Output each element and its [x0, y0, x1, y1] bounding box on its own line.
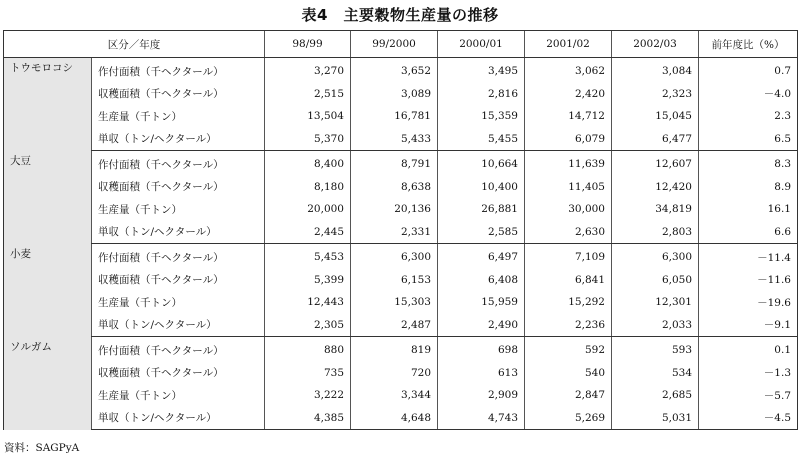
table-row	[4, 362, 798, 385]
row-label: 単収（トン/ヘクタール）	[92, 128, 265, 151]
value-cell: 5,031	[612, 407, 699, 430]
value-cell: 593	[612, 337, 699, 362]
table-title: 表4 主要穀物生産量の推移	[301, 6, 499, 24]
pct-cell: 6.6	[699, 221, 798, 244]
value-cell: 8,638	[351, 176, 438, 199]
value-cell: 819	[351, 337, 438, 362]
value-cell: 5,455	[438, 128, 525, 151]
value-cell: 8,791	[351, 151, 438, 176]
row-label: 生産量（千トン）	[92, 384, 265, 407]
value-cell: 10,400	[438, 176, 525, 199]
row-label: 作付面積（千ヘクタール）	[92, 244, 265, 269]
value-cell: 8,400	[265, 151, 351, 176]
value-cell: 13,504	[265, 105, 351, 128]
value-cell: 6,408	[438, 269, 525, 292]
row-label: 収穫面積（千ヘクタール）	[92, 269, 265, 292]
row-label: 収穫面積（千ヘクタール）	[92, 83, 265, 106]
value-cell: 3,084	[612, 58, 699, 83]
value-cell: 11,639	[525, 151, 612, 176]
value-cell: 2,816	[438, 83, 525, 106]
row-label: 単収（トン/ヘクタール）	[92, 407, 265, 430]
table-row	[4, 128, 798, 151]
value-cell: 2,487	[351, 314, 438, 337]
value-cell: 2,909	[438, 384, 525, 407]
table-row	[4, 198, 798, 221]
value-cell: 4,743	[438, 407, 525, 430]
value-cell: 15,045	[612, 105, 699, 128]
header-category: 区分／年度	[4, 31, 265, 58]
value-cell: 2,515	[265, 83, 351, 106]
crop-name: ソルガム	[4, 337, 92, 430]
table-row	[4, 314, 798, 337]
crop-name: 小麦	[4, 244, 92, 337]
table-row	[4, 244, 798, 269]
value-cell: 14,712	[525, 105, 612, 128]
pct-cell: －9.1	[699, 314, 798, 337]
value-cell: 2,847	[525, 384, 612, 407]
pct-cell: 16.1	[699, 198, 798, 221]
table-row	[4, 291, 798, 314]
row-label: 作付面積（千ヘクタール）	[92, 58, 265, 83]
row-label: 生産量（千トン）	[92, 105, 265, 128]
table-row	[4, 83, 798, 106]
value-cell: 2,236	[525, 314, 612, 337]
value-cell: 12,443	[265, 291, 351, 314]
row-label: 生産量（千トン）	[92, 198, 265, 221]
value-cell: 7,109	[525, 244, 612, 269]
header-row	[4, 31, 798, 58]
value-cell: 30,000	[525, 198, 612, 221]
value-cell: 2,331	[351, 221, 438, 244]
table-row	[4, 384, 798, 407]
value-cell: 4,385	[265, 407, 351, 430]
value-cell: 12,301	[612, 291, 699, 314]
value-cell: 15,959	[438, 291, 525, 314]
header-pct: 前年度比（%）	[699, 31, 798, 58]
value-cell: 2,803	[612, 221, 699, 244]
value-cell: 6,153	[351, 269, 438, 292]
value-cell: 2,033	[612, 314, 699, 337]
value-cell: 3,344	[351, 384, 438, 407]
pct-cell: －19.6	[699, 291, 798, 314]
pct-cell: －11.4	[699, 244, 798, 269]
value-cell: 2,685	[612, 384, 699, 407]
value-cell: 11,405	[525, 176, 612, 199]
value-cell: 534	[612, 362, 699, 385]
value-cell: 2,445	[265, 221, 351, 244]
pct-cell: －11.6	[699, 269, 798, 292]
value-cell: 3,089	[351, 83, 438, 106]
table-body	[4, 58, 798, 430]
pct-cell: 2.3	[699, 105, 798, 128]
value-cell: 5,433	[351, 128, 438, 151]
table-row	[4, 269, 798, 292]
table-row	[4, 105, 798, 128]
value-cell: 592	[525, 337, 612, 362]
value-cell: 6,477	[612, 128, 699, 151]
row-label: 収穫面積（千ヘクタール）	[92, 362, 265, 385]
value-cell: 6,300	[612, 244, 699, 269]
value-cell: 880	[265, 337, 351, 362]
row-label: 生産量（千トン）	[92, 291, 265, 314]
header-year-2: 99/2000	[351, 31, 438, 58]
value-cell: 10,664	[438, 151, 525, 176]
value-cell: 698	[438, 337, 525, 362]
crop-name: 大豆	[4, 151, 92, 244]
value-cell: 2,490	[438, 314, 525, 337]
value-cell: 6,079	[525, 128, 612, 151]
pct-cell: －4.5	[699, 407, 798, 430]
value-cell: 16,781	[351, 105, 438, 128]
header-year-1: 98/99	[265, 31, 351, 58]
value-cell: 613	[438, 362, 525, 385]
grain-production-table	[3, 30, 798, 430]
table-row	[4, 407, 798, 430]
value-cell: 15,303	[351, 291, 438, 314]
value-cell: 720	[351, 362, 438, 385]
value-cell: 20,000	[265, 198, 351, 221]
value-cell: 15,292	[525, 291, 612, 314]
value-cell: 6,497	[438, 244, 525, 269]
pct-cell: 8.3	[699, 151, 798, 176]
pct-cell: 6.5	[699, 128, 798, 151]
value-cell: 5,399	[265, 269, 351, 292]
value-cell: 8,180	[265, 176, 351, 199]
value-cell: 2,305	[265, 314, 351, 337]
value-cell: 12,420	[612, 176, 699, 199]
value-cell: 12,607	[612, 151, 699, 176]
pct-cell: 0.1	[699, 337, 798, 362]
table-row	[4, 176, 798, 199]
value-cell: 6,300	[351, 244, 438, 269]
header-year-5: 2002/03	[612, 31, 699, 58]
value-cell: 34,819	[612, 198, 699, 221]
value-cell: 2,323	[612, 83, 699, 106]
pct-cell: －4.0	[699, 83, 798, 106]
value-cell: 735	[265, 362, 351, 385]
pct-cell: －1.3	[699, 362, 798, 385]
value-cell: 2,630	[525, 221, 612, 244]
value-cell: 4,648	[351, 407, 438, 430]
table-row	[4, 58, 798, 83]
table-row	[4, 337, 798, 362]
value-cell: 3,222	[265, 384, 351, 407]
row-label: 単収（トン/ヘクタール）	[92, 221, 265, 244]
value-cell: 5,370	[265, 128, 351, 151]
value-cell: 6,841	[525, 269, 612, 292]
value-cell: 2,585	[438, 221, 525, 244]
crop-name: トウモロコシ	[4, 58, 92, 151]
value-cell: 5,269	[525, 407, 612, 430]
table-row	[4, 151, 798, 176]
pct-cell: 8.9	[699, 176, 798, 199]
row-label: 作付面積（千ヘクタール）	[92, 151, 265, 176]
value-cell: 15,359	[438, 105, 525, 128]
pct-cell: －5.7	[699, 384, 798, 407]
value-cell: 20,136	[351, 198, 438, 221]
value-cell: 3,495	[438, 58, 525, 83]
header-year-3: 2000/01	[438, 31, 525, 58]
row-label: 単収（トン/ヘクタール）	[92, 314, 265, 337]
value-cell: 26,881	[438, 198, 525, 221]
value-cell: 3,062	[525, 58, 612, 83]
table-row	[4, 221, 798, 244]
value-cell: 6,050	[612, 269, 699, 292]
row-label: 収穫面積（千ヘクタール）	[92, 176, 265, 199]
value-cell: 3,270	[265, 58, 351, 83]
pct-cell: 0.7	[699, 58, 798, 83]
source-note: 資料：SAGPyA	[4, 442, 80, 454]
value-cell: 540	[525, 362, 612, 385]
value-cell: 2,420	[525, 83, 612, 106]
header-year-4: 2001/02	[525, 31, 612, 58]
row-label: 作付面積（千ヘクタール）	[92, 337, 265, 362]
value-cell: 5,453	[265, 244, 351, 269]
value-cell: 3,652	[351, 58, 438, 83]
